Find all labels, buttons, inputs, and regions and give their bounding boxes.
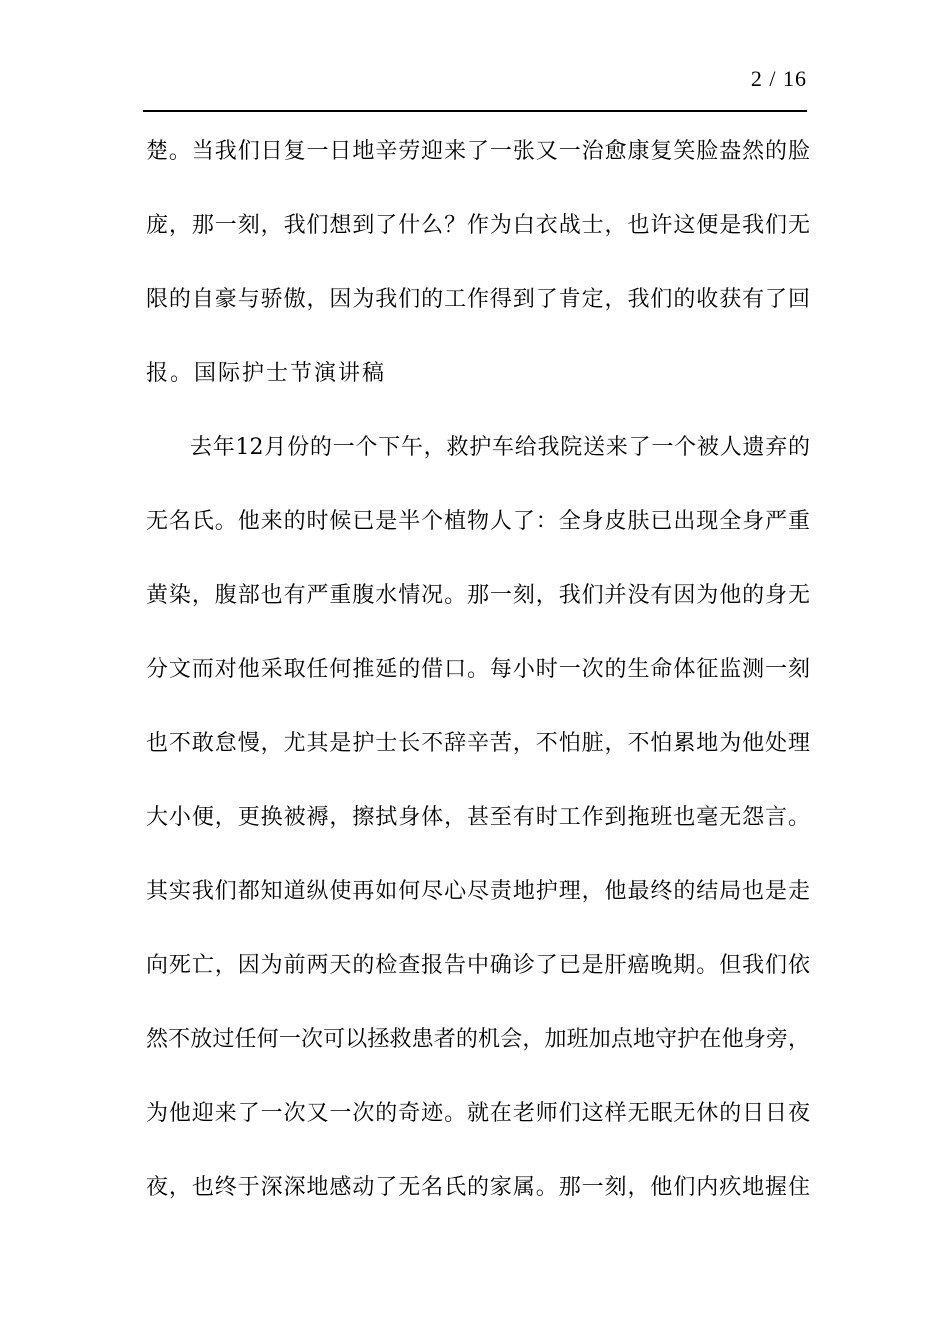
text-line: 夜，也终于深深地感动了无名氏的家属。那一刻，他们内疚地握住 [146,1175,810,1200]
text-line: 然不放过任何一次可以拯救患者的机会，加班加点地守护在他身旁， [146,1027,810,1052]
text-line: 大小便，更换被褥，擦拭身体，甚至有时工作到拖班也毫无怨言。 [146,805,810,830]
text-line: 楚。当我们日复一日地辛劳迎来了一张又一治愈康复笑脸盎然的脸 [146,139,810,164]
header-rule [143,110,807,112]
text-line: 为他迎来了一次又一次的奇迹。就在老师们这样无眠无休的日日夜 [146,1101,810,1126]
text-line: 也不敢怠慢，尤其是护士长不辞辛苦，不怕脏，不怕累地为他处理 [146,731,810,756]
text-line: 报。国际护士节演讲稿 [146,361,387,386]
text-line: 分文而对他采取任何推延的借口。每小时一次的生命体征监测一刻 [146,657,810,682]
text-line: 无名氏。他来的时候已是半个植物人了：全身皮肤已出现全身严重 [146,509,810,534]
text-line: 其实我们都知道纵使再如何尽心尽责地护理，他最终的结局也是走 [146,879,810,904]
text-line: 庞，那一刻，我们想到了什么？作为白衣战士，也许这便是我们无 [146,213,810,238]
text-line: 黄染，腹部也有严重腹水情况。那一刻，我们并没有因为他的身无 [146,583,810,608]
text-line: 去年12月份的一个下午，救护车给我院送来了一个被人遗弃的 [190,435,810,460]
page-number: 2 / 16 [750,66,807,91]
text-line: 限的自豪与骄傲，因为我们的工作得到了肯定，我们的收获有了回 [146,287,810,312]
document-body [146,129,810,1239]
text-line: 向死亡，因为前两天的检查报告中确诊了已是肝癌晚期。但我们依 [146,953,810,978]
